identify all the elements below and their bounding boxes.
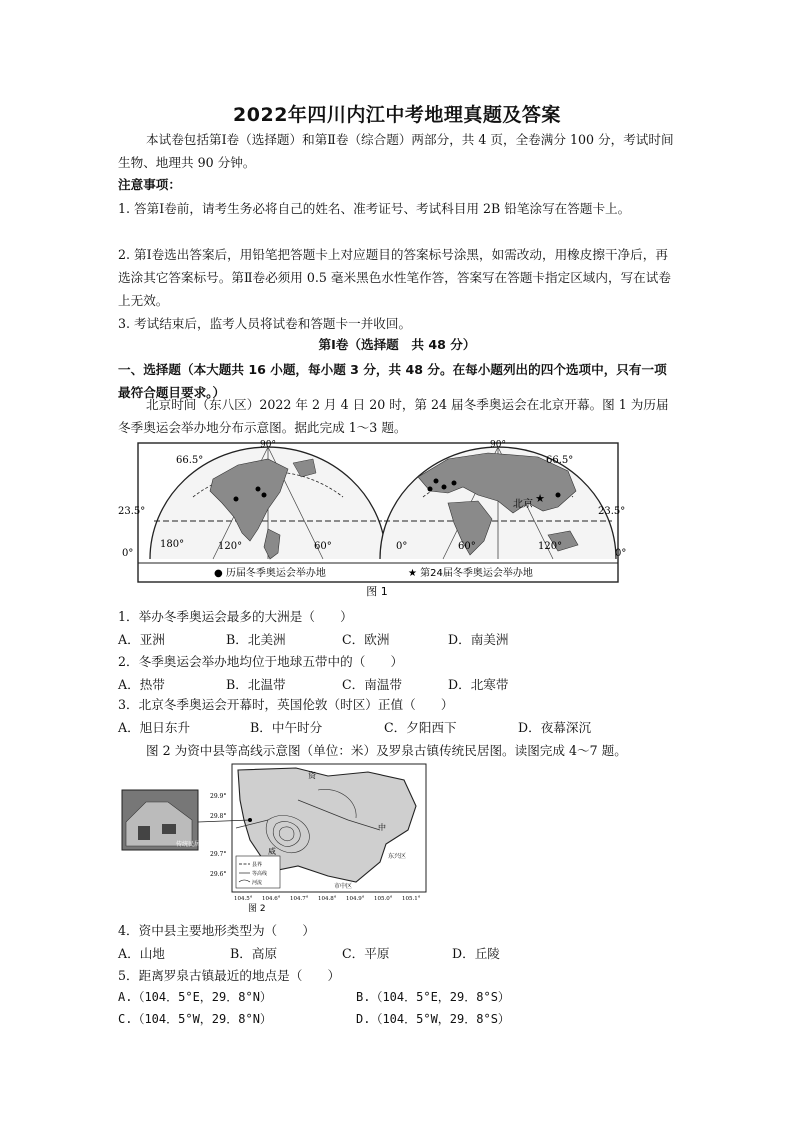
- lat-235-label-right: 23.5°: [598, 506, 626, 517]
- lat-label-29-8: 29.8°: [210, 813, 227, 820]
- q3-option-a[interactable]: A．旭日东升: [118, 720, 191, 735]
- lon-label-105-1: 105.1°: [402, 896, 421, 902]
- q3-option-d[interactable]: D．夜幕深沉: [518, 720, 592, 735]
- q1-option-b[interactable]: B．北美洲: [226, 632, 286, 647]
- question-4-options: [118, 943, 678, 963]
- host-city-dot: [442, 485, 447, 490]
- figure-2-caption: 图 2: [248, 904, 266, 912]
- host-city-dot: [234, 497, 239, 502]
- lat-0-label-right: 0°: [615, 548, 627, 559]
- host-city-dot: [262, 493, 267, 498]
- lat-66-label-right: 66.5°: [546, 455, 574, 466]
- question-4: 4．资中县主要地形类型为（ ）: [118, 923, 315, 938]
- host-city-dot: [452, 481, 457, 486]
- place-label-zhong: 中: [378, 823, 386, 832]
- lon-label-104-9: 104.9°: [346, 896, 365, 902]
- section-heading: 第Ⅰ卷（选择题 共 48 分）: [318, 337, 476, 352]
- q2-option-c[interactable]: C．南温带: [342, 677, 403, 692]
- lat-label-29-9: 29.9°: [210, 793, 227, 800]
- place-label-dongxing: 东兴区: [388, 853, 407, 860]
- beijing-label: 北京: [513, 499, 533, 510]
- notice-2: 2. 第Ⅰ卷选出答案后，用铅笔把答题卡上对应题目的答案标号涂黑，如需改动，用橡皮擦干净后，再选涂其它答案标号。第Ⅱ卷必须用 0.5 毫米黑色水性笔作答，答案写在答题卡指定区域内，写在试卷上无效。: [118, 247, 671, 308]
- q5-option-c[interactable]: C.（104．5°W，29．8°N）: [118, 1012, 272, 1026]
- lat-label-29-6: 29.6°: [210, 871, 227, 878]
- legend-contour: 等高线: [252, 871, 268, 877]
- beijing-star-icon: ★: [535, 492, 545, 505]
- question-3: 3．北京冬季奥运会开幕时，英国伦敦（时区）正值（ ）: [118, 697, 454, 712]
- lat-0-label-left: 0°: [122, 548, 134, 559]
- q2-option-a[interactable]: A．热带: [118, 677, 165, 692]
- lon-120e-label: 120°: [538, 541, 563, 552]
- part1-heading: 一、选择题（本大题共 16 小题，每小题 3 分，共 48 分。在每小题列出的四个选项中，只有一项最符合题目要求。）: [118, 362, 667, 400]
- question-1: 1．举办冬季奥运会最多的大洲是（ ）: [118, 609, 353, 624]
- notice-heading: 注意事项：: [118, 177, 181, 192]
- lon-label-104-5: 104.5°: [234, 896, 253, 902]
- q4-option-a[interactable]: A．山地: [118, 946, 165, 961]
- legend-river: 河流: [252, 880, 263, 886]
- lon-60e-label: 60°: [458, 541, 476, 552]
- question-2: 2．冬季奥运会举办地均位于地球五带中的（ ）: [118, 654, 404, 669]
- lon-0-label: 0°: [396, 541, 408, 552]
- question-5-options-row1: [118, 988, 678, 1008]
- place-label-shizhong: 市中区: [334, 883, 353, 890]
- question-3-options: [118, 717, 678, 737]
- host-city-dot: [256, 487, 261, 492]
- question-1-options: [118, 629, 678, 649]
- question-2-options: [118, 674, 678, 694]
- q5-option-b[interactable]: B.（104．5°E，29．8°S）: [356, 990, 510, 1004]
- q4-option-d[interactable]: D．丘陵: [452, 946, 500, 961]
- lon-180-label: 180°: [160, 539, 185, 550]
- q3-option-b[interactable]: B．中午时分: [250, 720, 323, 735]
- lat-235-label-left: 23.5°: [118, 506, 146, 517]
- legend-beijing-star: ★ 第24届冬季奥运会举办地: [408, 568, 533, 579]
- host-city-dot: [428, 487, 433, 492]
- q2-option-b[interactable]: B．北温带: [226, 677, 286, 692]
- notice-1: 1. 答第Ⅰ卷前，请考生务必将自己的姓名、准考证号、考试科目用 2B 铅笔涂写在答题卡上。: [118, 201, 631, 216]
- document-title: 2022年四川内江中考地理真题及答案: [233, 104, 561, 126]
- figure-1-map: [118, 437, 636, 602]
- q1-option-c[interactable]: C．欧洲: [342, 632, 390, 647]
- lon-label-105-0: 105.0°: [374, 896, 393, 902]
- question-stem-1-3: 北京时间（东八区）2022 年 2 月 4 日 20 时，第 24 届冬季奥运会在北京开幕。图 1 为历届冬季奥运会举办地分布示意图。据此完成 1～3 题。: [118, 397, 669, 435]
- lon-label-104-6: 104.6°: [262, 896, 281, 902]
- lon-label-104-8: 104.8°: [318, 896, 337, 902]
- q2-option-d[interactable]: D．北寒带: [448, 677, 509, 692]
- q4-option-b[interactable]: B．高原: [230, 946, 278, 961]
- host-city-dot: [556, 493, 561, 498]
- lon-label-104-7: 104.7°: [290, 896, 309, 902]
- q5-option-a[interactable]: A.（104．5°E，29．8°N）: [118, 990, 272, 1004]
- question-5-options-row2: [118, 1010, 678, 1030]
- pole-label-left: 90°: [260, 440, 276, 450]
- lon-120w-label: 120°: [218, 541, 243, 552]
- intro-paragraph: 本试卷包括第Ⅰ卷（选择题）和第Ⅱ卷（综合题）两部分，共 4 页，全卷满分 100 分，考试时间生物、地理共 90 分钟。: [118, 132, 674, 170]
- legend-host-dot: ● 历届冬季奥运会举办地: [214, 568, 326, 579]
- place-label-wei: 威: [268, 847, 276, 856]
- place-label-zi: 资: [308, 771, 316, 780]
- host-city-dot: [434, 479, 439, 484]
- q3-option-c[interactable]: C．夕阳西下: [384, 720, 457, 735]
- question-stem-4-7: 图 2 为资中县等高线示意图（单位：米）及罗泉古镇传统民居图。读图完成 4～7 题。: [146, 743, 627, 758]
- q4-option-c[interactable]: C．平原: [342, 946, 390, 961]
- figure-2-map: [118, 760, 430, 912]
- legend-county-border: 县界: [252, 862, 263, 868]
- luoquan-town-dot: [248, 818, 252, 822]
- q5-option-d[interactable]: D.（104．5°W，29．8°S）: [356, 1012, 510, 1026]
- figure-1-caption: 图 1: [366, 585, 388, 598]
- q1-option-d[interactable]: D．南美洲: [448, 632, 509, 647]
- question-5: 5．距离罗泉古镇最近的地点是（ ）: [118, 968, 341, 983]
- lon-60w-label: 60°: [314, 541, 332, 552]
- photo-label: 传统民居: [176, 841, 201, 848]
- notice-3: 3. 考试结束后，监考人员将试卷和答题卡一并收回。: [118, 316, 412, 331]
- lat-66-label-left: 66.5°: [176, 455, 204, 466]
- pole-label-right: 90°: [490, 440, 506, 450]
- lat-label-29-7: 29.7°: [210, 851, 227, 858]
- q1-option-a[interactable]: A．亚洲: [118, 632, 165, 647]
